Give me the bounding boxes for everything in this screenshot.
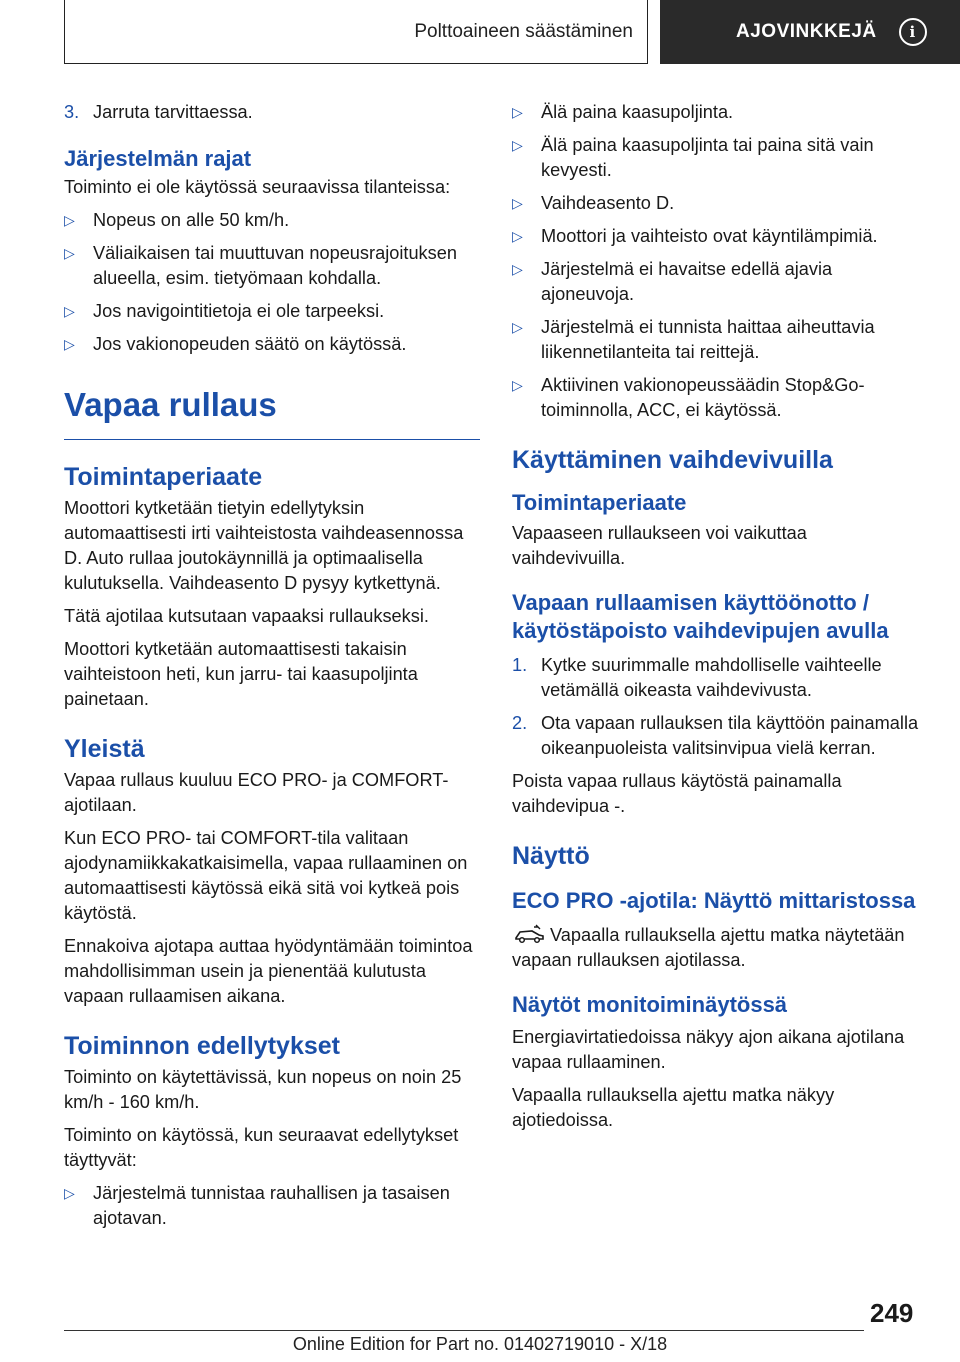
list-item-text: Aktiivinen vakionopeussäädin Stop&Go-toiminnolla, ACC, ei käytössä. — [541, 375, 865, 420]
principle-paragraph-1: Moottori kytketään tietyin edellytyksin automaattisesti irti vaihteistosta vaihdeasennossa D. Auto rullaa joutokäynnillä ja optimaalisella kulutuksella. Vaihdeasento D pysyy kytkettynä. — [64, 498, 464, 593]
list-item — [64, 100, 480, 125]
left-column — [64, 100, 480, 1231]
triangle-right-icon: ▷ — [64, 303, 75, 319]
list-item-text: Älä paina kaasupoljinta tai paina sitä vain kevyesti. — [541, 135, 874, 180]
triangle-right-icon: ▷ — [64, 1185, 75, 1201]
list-item-text: Vaihdeasento D. — [541, 193, 675, 213]
multi-display-heading: Näytöt monitoiminäytössä — [512, 992, 788, 1017]
list-item-text: Jos vakionopeuden säätö on käytössä. — [93, 334, 407, 354]
requirements-paragraph-2: Toiminto on käytössä, kun seuraavat edellytykset täyttyvät: — [64, 1125, 459, 1170]
list-item — [512, 711, 922, 761]
triangle-right-icon: ▷ — [64, 212, 75, 228]
list-item — [64, 299, 480, 324]
principle-paragraph-3: Moottori kytketään automaattisesti takaisin vaihteistoon heti, kun jarru- tai kaasupoljinta painetaan. — [64, 639, 418, 709]
heading-rule — [64, 439, 480, 440]
principle-heading: Toimintaperiaate — [64, 463, 263, 491]
step-list-continued — [64, 100, 480, 125]
page-number: 249 — [870, 1298, 914, 1328]
info-icon[interactable] — [899, 18, 927, 46]
triangle-right-icon: ▷ — [512, 195, 523, 211]
triangle-right-icon: ▷ — [64, 245, 75, 261]
list-item — [512, 100, 922, 125]
triangle-right-icon: ▷ — [512, 104, 523, 120]
principle-paragraph-2: Tätä ajotilaa kutsutaan vapaaksi rullaukseksi. — [64, 606, 429, 626]
list-item — [512, 653, 922, 703]
list-item — [512, 191, 922, 216]
list-item-text: Järjestelmä ei havaitse edellä ajavia ajoneuvoja. — [541, 259, 833, 304]
list-item — [512, 224, 922, 249]
display-heading: Näyttö — [512, 842, 590, 870]
limits-list — [64, 208, 480, 357]
list-item-text: Väliaikaisen tai muuttuvan nopeusrajoituksen alueella, esim. tietyömaan kohdalla. — [93, 243, 457, 288]
list-item — [64, 241, 480, 291]
header-chapter — [660, 0, 960, 64]
chapter-label: AJOVINKKEJÄ — [736, 21, 877, 42]
list-item — [512, 373, 922, 423]
eco-heading: ECO PRO -ajotila: Näyttö mittaristossa — [512, 888, 916, 913]
eco-paragraph — [512, 923, 922, 973]
chapter-heading: Vapaa rullaus — [64, 386, 277, 423]
header-section-title — [64, 0, 648, 64]
limits-heading: Järjestelmän rajat — [64, 146, 252, 171]
info-icon-glyph: i — [909, 23, 916, 41]
limits-intro: Toiminto ei ole käytössä seuraavissa tilanteissa: — [64, 177, 451, 197]
list-item-text: Nopeus on alle 50 km/h. — [93, 210, 290, 230]
step-text: Ota vapaan rullauksen tila käyttöön painamalla oikeanpuoleista valitsinvipua vielä kerran. — [541, 713, 919, 758]
list-item — [64, 208, 480, 233]
triangle-right-icon: ▷ — [512, 319, 523, 335]
multi-display-paragraph-1: Energiavirtatiedoissa näkyy ajon aikana ajotilana vapaa rullaaminen. — [512, 1027, 905, 1072]
right-column — [512, 100, 922, 1133]
deactivate-paragraph: Poista vapaa rullaus käytöstä painamalla vaihdevipua -. — [512, 771, 842, 816]
list-item — [64, 332, 480, 357]
list-item — [512, 133, 922, 183]
step-number: 2. — [512, 713, 528, 733]
step-text: Kytke suurimmalle mahdolliselle vaihteelle vetämällä oikeasta vaihdevivusta. — [541, 655, 882, 700]
general-paragraph-1: Vapaa rullaus kuuluu ECO PRO- ja COMFORT-ajotilaan. — [64, 770, 449, 815]
step-number: 1. — [512, 655, 528, 675]
general-heading: Yleistä — [64, 735, 145, 763]
triangle-right-icon: ▷ — [512, 137, 523, 153]
step-text: Jarruta tarvittaessa. — [93, 102, 253, 122]
footer-edition: Online Edition for Part no. 01402719010 - X/18 — [292, 1334, 668, 1354]
use-heading: Käyttäminen vaihdevivuilla — [512, 446, 833, 474]
list-item-text: Jos navigointitietoja ei ole tarpeeksi. — [93, 301, 385, 321]
activate-steps — [512, 653, 922, 761]
eco-paragraph-text: Vapaalla rullauksella ajettu matka näytetään vapaan rullauksen ajotilassa. — [512, 925, 905, 970]
step-number: 3. — [64, 102, 80, 122]
list-item-text: Älä paina kaasupoljinta. — [541, 102, 734, 122]
footer-rule — [64, 1330, 864, 1331]
use-principle-heading: Toimintaperiaate — [512, 490, 687, 515]
list-item-text: Moottori ja vaihteisto ovat käyntilämpimiä. — [541, 226, 878, 246]
list-item — [512, 257, 922, 307]
requirements-list-continued — [512, 100, 922, 423]
general-paragraph-2: Kun ECO PRO- tai COMFORT-tila valitaan ajodynamiikkakatkaisimella, vapaa rullaaminen on automaattisesti käytössä eikä sitä voi kytkeä pois käytöstä. — [64, 828, 468, 923]
use-principle-paragraph: Vapaaseen rullaukseen voi vaikuttaa vaihdevivuilla. — [512, 523, 807, 568]
list-item-text: Järjestelmä tunnistaa rauhallisen ja tasaisen ajotavan. — [93, 1183, 450, 1228]
coasting-car-icon — [512, 924, 546, 944]
requirements-list — [64, 1181, 480, 1231]
activate-heading: Vapaan rullaamisen käyttöönotto / käytöstäpoisto vaihdevipujen avulla — [512, 590, 889, 643]
general-paragraph-3: Ennakoiva ajotapa auttaa hyödyntämään toimintoa mahdollisimman usein ja pienentää kulutusta vapaan rullaamisen aikana. — [64, 936, 473, 1006]
triangle-right-icon: ▷ — [512, 228, 523, 244]
section-label: Polttoaineen säästäminen — [414, 20, 633, 42]
list-item — [512, 315, 922, 365]
list-item-text: Järjestelmä ei tunnista haittaa aiheuttavia liikennetilanteita tai reittejä. — [541, 317, 875, 362]
triangle-right-icon: ▷ — [64, 336, 75, 352]
requirements-paragraph-1: Toiminto on käytettävissä, kun nopeus on noin 25 km/h - 160 km/h. — [64, 1067, 462, 1112]
list-item — [64, 1181, 480, 1231]
triangle-right-icon: ▷ — [512, 377, 523, 393]
requirements-heading: Toiminnon edellytykset — [64, 1032, 340, 1060]
triangle-right-icon: ▷ — [512, 261, 523, 277]
multi-display-paragraph-2: Vapaalla rullauksella ajettu matka näkyy ajotiedoissa. — [512, 1085, 835, 1130]
